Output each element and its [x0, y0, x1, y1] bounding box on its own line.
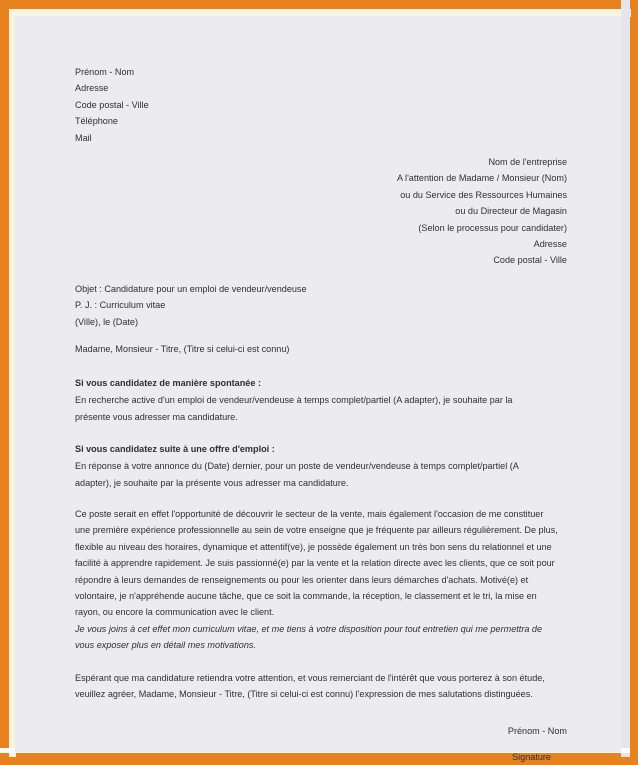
section-spontaneous-heading: Si vous candidatez de manière spontanée :	[75, 378, 261, 388]
subject-object-line: Objet : Candidature pour un emploi de vendeur/vendeuse	[75, 284, 307, 294]
section-offer-heading: Si vous candidatez suite à une offre d'emploi :	[75, 444, 275, 454]
sender-line-name: Prénom - Nom	[75, 67, 135, 77]
sender-line-postal-city: Code postal - Ville	[75, 99, 149, 110]
recipient-line-hr-service: ou du Service des Ressources Humaines	[400, 189, 567, 200]
subject-enclosure-line: P. J. : Curriculum vitae	[75, 300, 166, 311]
recipient-line-process-note: (Selon le processus pour candidater)	[418, 222, 567, 233]
section-offer-body: En réponse à votre annonce du (Date) dernier, pour un poste de vendeur/vendeuse à temps complet/partiel (A adapter), je souhaite par la présente vous adresser ma candidature.	[75, 461, 519, 488]
signature-name: Prénom - Nom	[507, 726, 567, 736]
recipient-line-postal-city: Code postal - Ville	[493, 255, 567, 266]
subject-block	[75, 281, 307, 330]
section-spontaneous-application	[75, 375, 549, 425]
frame-light-band-right	[621, 0, 630, 757]
recipient-line-store-director: ou du Directeur de Magasin	[455, 206, 567, 217]
closing-paragraph: Espérant que ma candidature retiendra votre attention, et vous remerciant de l'intérêt que vous porterez à son étude, veuillez agréer, Madame, Monsieur - Titre, (Titre si celui-ci est connu) l'expression de mes salutations distinguées.	[75, 673, 545, 700]
sender-line-mail: Mail	[75, 132, 92, 143]
main-motivation-paragraph: Ce poste serait en effet l'opportunité de découvrir le secteur de la vente, mais également l'occasion de me constituer une première expérience professionnelle au sein de votre enseigne que je fréquente par ailleurs régulièrement. De plus, flexible au niveau des horaires, dynamique et attentif(ve), je possède également un très bon sens du relationnel et une facilité à apprendre rapidement. Je suis passionné(e) par la vente et la relation directe avec les clients, que ce soit pour répondre à leurs demandes de renseignements ou pour les orienter dans leurs démarches d'achats. Motivé(e) et volontaire, je n'appréhende aucune tâche, que ce soit la commande, la réception, le classement et le tri, la mise en rayon, ou encore la communication avec le client.	[75, 509, 558, 618]
recipient-line-attention: A l'attention de Madame / Monsieur (Nom)	[396, 173, 567, 184]
section-offer-response	[75, 441, 553, 491]
recipient-line-company: Nom de l'entreprise	[488, 157, 567, 167]
recipient-address-block	[397, 154, 567, 269]
availability-paragraph: Je vous joins à cet effet mon curriculum vitae, et me tiens à votre disposition pour tout entretien qui me permettra de vous exposer plus en détail mes motivations.	[75, 624, 543, 651]
recipient-line-address: Adresse	[533, 239, 567, 250]
sender-line-address: Adresse	[75, 83, 109, 94]
sender-line-phone: Téléphone	[75, 116, 118, 127]
signature-label: Signature	[512, 752, 551, 762]
document-sheet	[15, 16, 621, 762]
greeting-line: Madame, Monsieur - Titre, (Titre si celui-ci est connu)	[75, 344, 290, 354]
subject-place-date-line: (Ville), le (Date)	[75, 316, 138, 327]
document-text-column	[75, 16, 567, 762]
section-spontaneous-body: En recherche active d'un emploi de vendeur/vendeuse à temps complet/partiel (A adapter), je souhaite par la présente vous adresser ma candidature.	[75, 395, 513, 422]
sender-address-block	[75, 64, 149, 146]
